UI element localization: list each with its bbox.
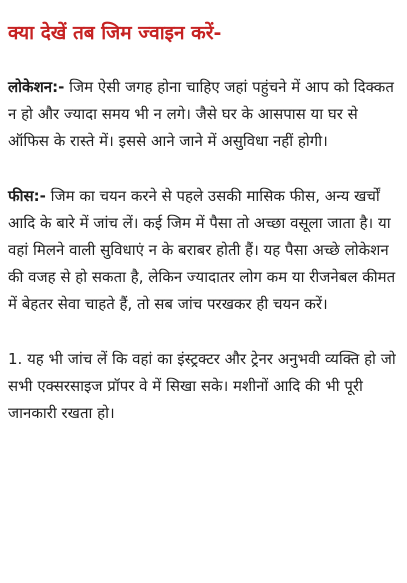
fees-text: जिम का चयन करने से पहले उसकी मासिक फीस, अन्य खर्चों आदि के बारे में जांच लें। कई जिम में पैसा तो अच्छा वसूला जाता है। या वहां मिलने वाली सुविधाएं न के बराबर होती हैं। यह पैसा अच्छे लोकेशन की वजह से हो सकता है, लेकिन ज्यादातर लोग कम या रीजनेबल कीमत में बेहतर सेवा चाहते हैं, तो सब जांच परखकर ही चयन करें। (8, 187, 396, 313)
fees-label: फीस:- (8, 187, 46, 205)
location-label: लोकेशन:- (8, 78, 65, 96)
point-1-paragraph (8, 346, 401, 427)
location-paragraph (8, 74, 401, 155)
point-1-text: 1. यह भी जांच लें कि वहां का इंस्ट्रक्टर और ट्रेनर अनुभवी व्यक्ति हो जो सभी एक्सरसाइज प्रॉपर वे में सिखा सके। मशीनों आदि की भी पूरी जानकारी रखता हो। (8, 350, 396, 422)
fees-paragraph (8, 183, 401, 318)
article-heading: क्या देखें तब जिम ज्वाइन करें- (8, 22, 222, 44)
location-text: जिम ऐसी जगह होना चाहिए जहां पहुंचने में आप को दिक्कत न हो और ज्यादा समय भी न लगे। जैसे घर के आसपास या घर से ऑफिस के रास्ते में। इससे आने जाने में असुविधा नहीं होगी। (8, 78, 394, 150)
